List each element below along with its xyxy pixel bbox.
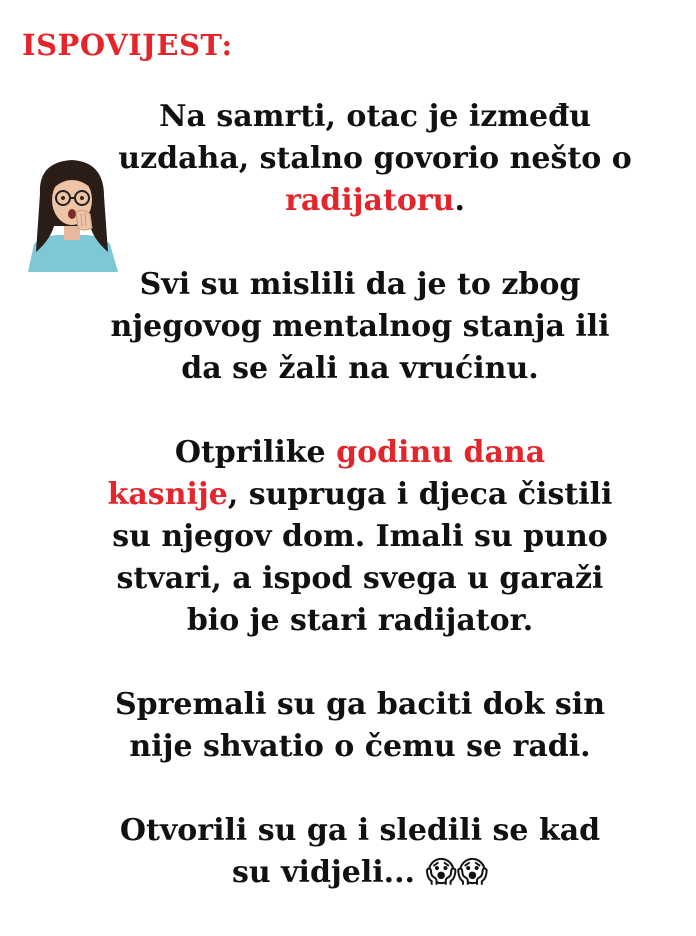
p3-line3: su njegov dom. Imali su puno bbox=[112, 519, 608, 554]
p3-highlight2: kasnije bbox=[107, 477, 228, 512]
p2-line3: da se žali na vrućinu. bbox=[181, 351, 539, 386]
paragraph-5 bbox=[60, 810, 660, 894]
p4-line1: Spremali su ga baciti dok sin bbox=[114, 687, 606, 722]
page-title: ISPOVIJEST: bbox=[22, 28, 233, 62]
story-text bbox=[60, 96, 660, 936]
paragraph-2 bbox=[60, 264, 660, 390]
p1-line2: uzdaha, stalno govorio nešto o bbox=[118, 141, 632, 176]
p4-line2: nije shvatio o čemu se radi. bbox=[129, 729, 591, 764]
p2-line1: Svi su mislili da je to zbog bbox=[139, 267, 581, 302]
p1-end: . bbox=[454, 183, 465, 218]
p3-post: , supruga i djeca čistili bbox=[227, 477, 613, 512]
p3-line4: stvari, a ispod svega u garaži bbox=[116, 561, 604, 596]
p1-highlight: radijatoru bbox=[285, 183, 455, 218]
screaming-face-icon: 😱😱 bbox=[425, 855, 489, 890]
paragraph-4 bbox=[60, 684, 660, 768]
p5-line2: su vidjeli... bbox=[231, 855, 415, 890]
paragraph-1 bbox=[60, 96, 660, 222]
p3-pre: Otprilike bbox=[174, 435, 337, 470]
p3-line5: bio je stari radijator. bbox=[186, 603, 534, 638]
p3-highlight1: godinu dana bbox=[336, 435, 546, 470]
p1-line1: Na samrti, otac je između bbox=[159, 99, 591, 134]
paragraph-3 bbox=[60, 432, 660, 642]
p5-line1: Otvorili su ga i sledili se kad bbox=[119, 813, 601, 848]
p2-line2: njegovog mentalnog stanja ili bbox=[110, 309, 610, 344]
